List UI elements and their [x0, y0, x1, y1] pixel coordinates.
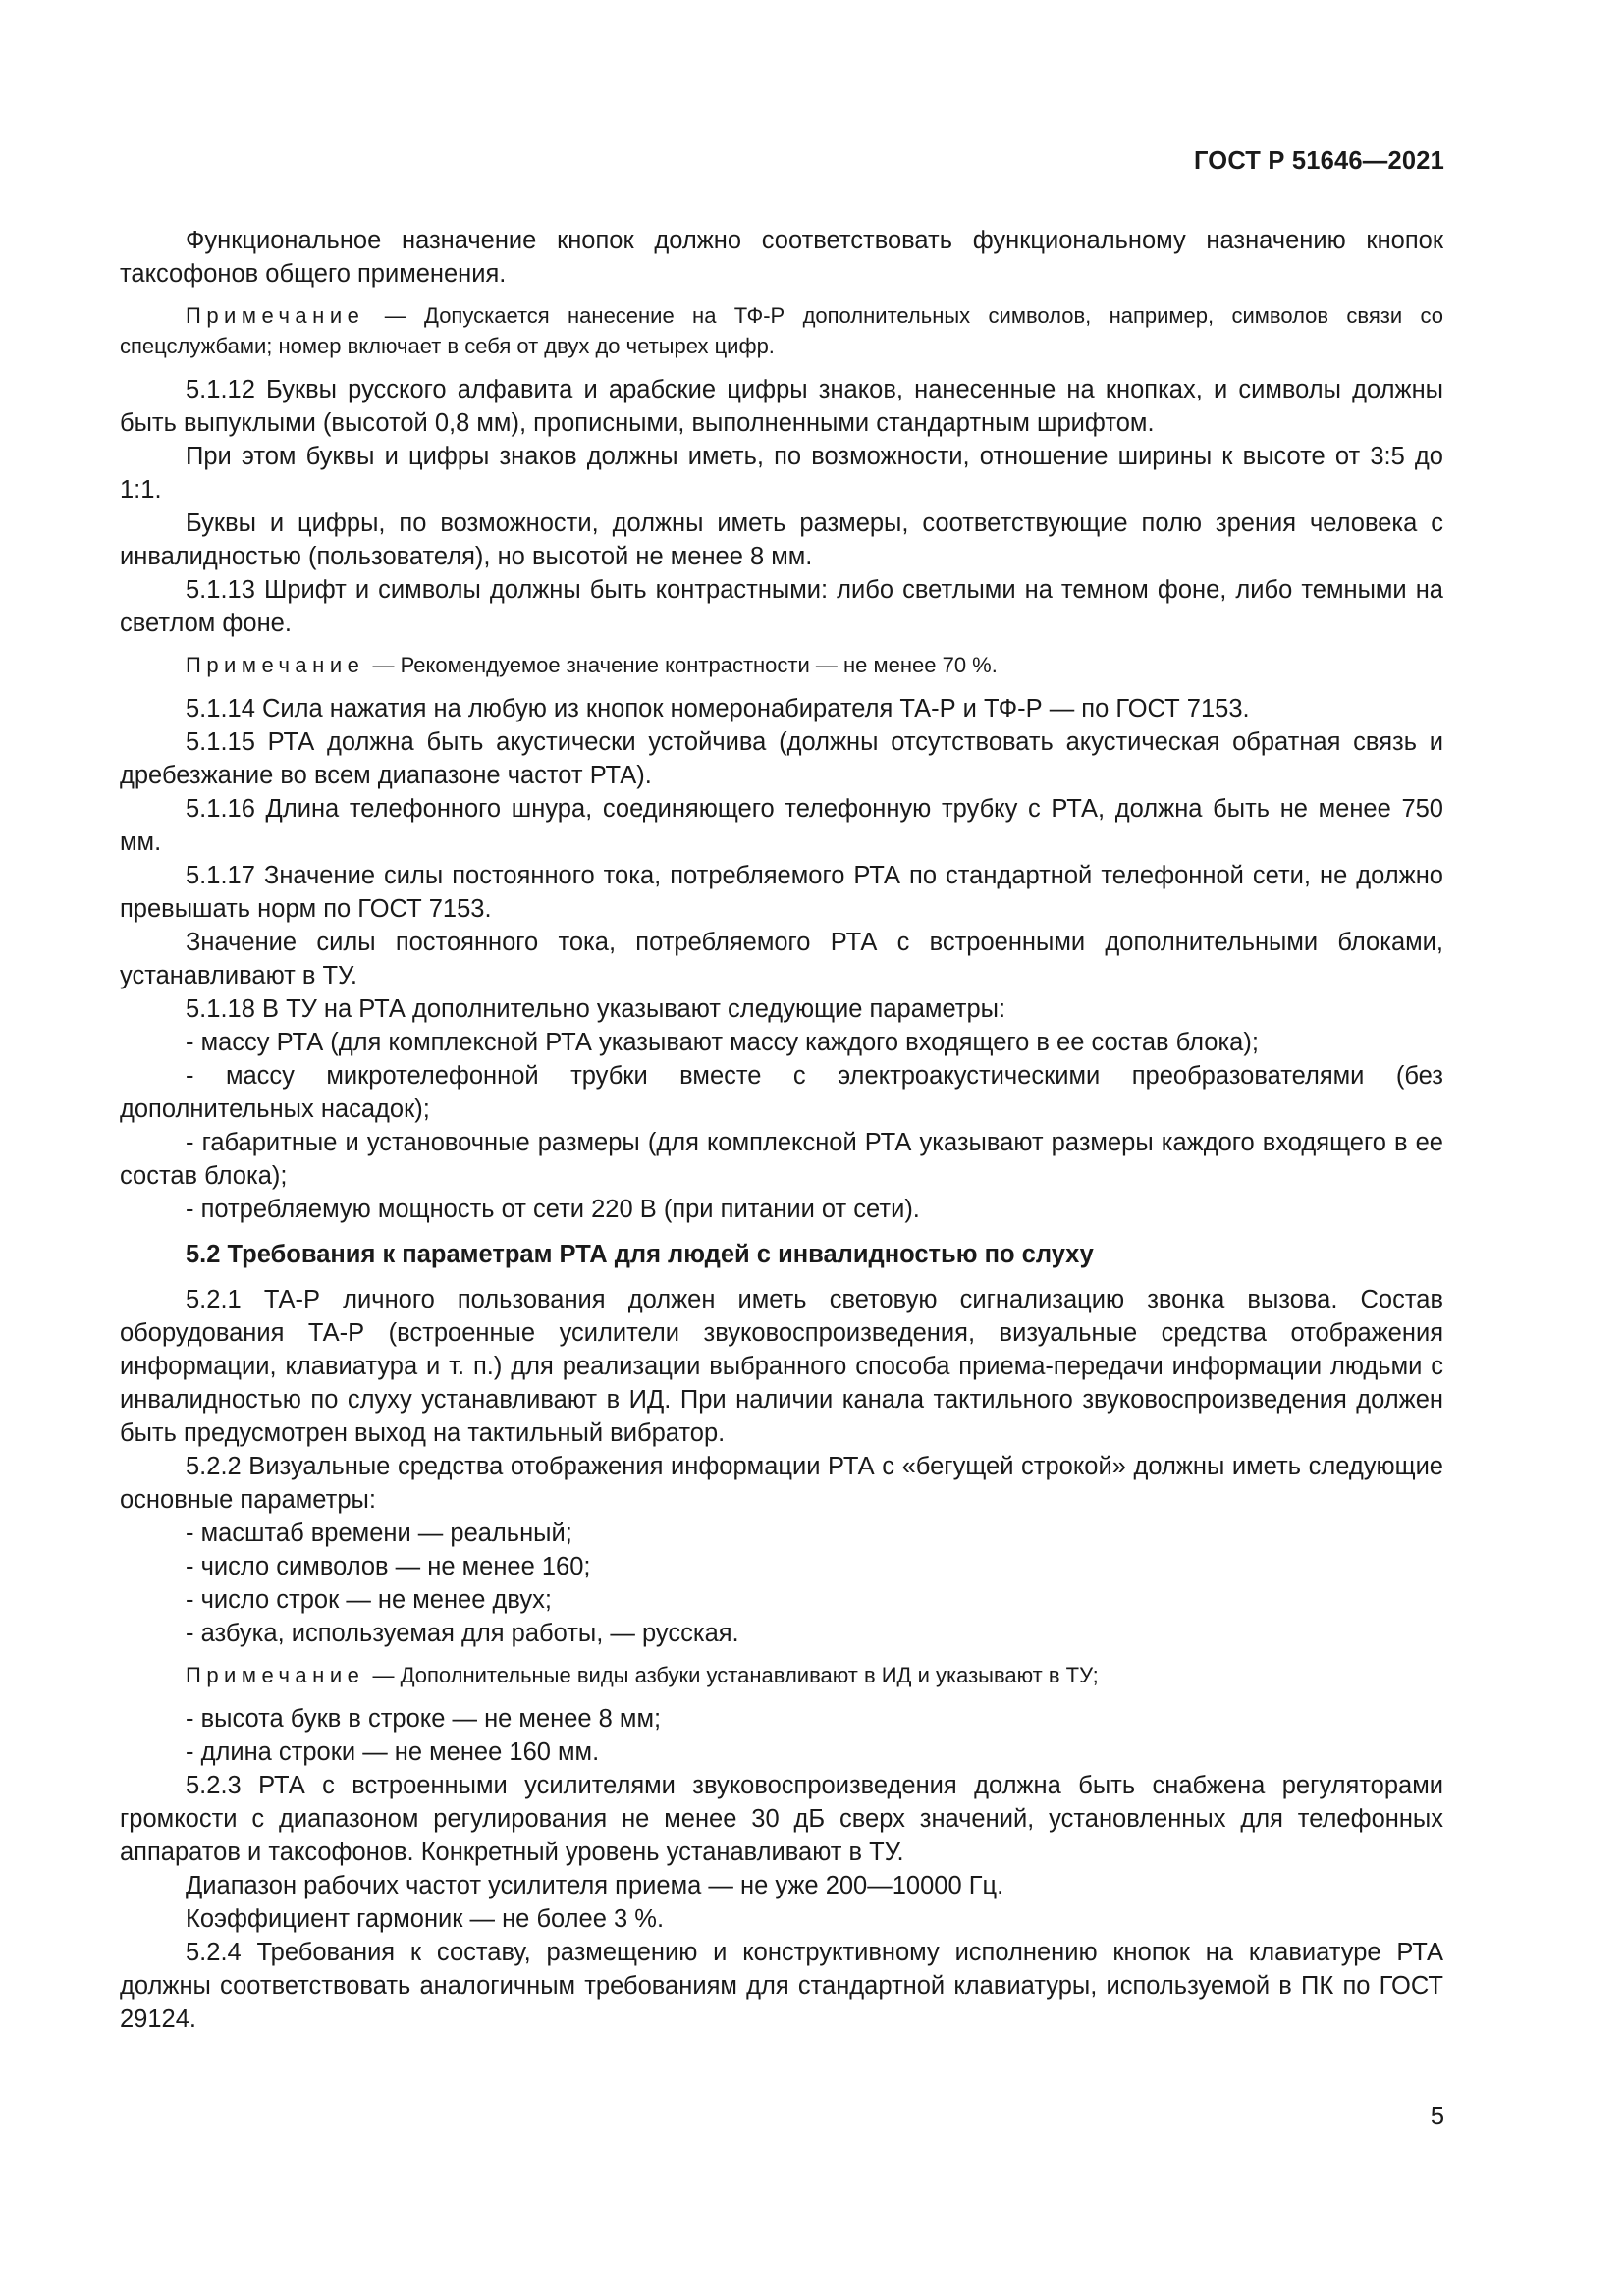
note-text: Допускается нанесение на ТФ-Р дополнительных символов, например, символов связи со спецслужбами; номер включает в себя от двух до четырех цифр. [120, 303, 1443, 358]
paragraph: При этом буквы и цифры знаков должны иметь, по возможности, отношение ширины к высоте от 3:5 до 1:1. [120, 443, 1443, 504]
list-item: - высота букв в строке — не менее 8 мм; [186, 1705, 662, 1733]
paragraph-5-2-2: 5.2.2 Визуальные средства отображения информации РТА с «бегущей строкой» должны иметь следующие основные параметры: [120, 1453, 1443, 1514]
paragraph: Буквы и цифры, по возможности, должны иметь размеры, соответствующие полю зрения человека с инвалидностью (пользователя), но высотой не менее 8 мм. [120, 509, 1443, 570]
paragraph-5-2-4: 5.2.4 Требования к составу, размещению и конструктивному исполнению кнопок на клавиатуре РТА должны соответствовать аналогичным требованиям для стандартной клавиатуры, используемой в ПК по ГОСТ 29124. [120, 1939, 1443, 2033]
paragraph: Значение силы постоянного тока, потребляемого РТА с встроенными дополнительными блоками, устанавливают в ТУ. [120, 929, 1443, 989]
list-item: - число строк — не менее двух; [186, 1586, 552, 1614]
paragraph: Диапазон рабочих частот усилителя приема — не уже 200—10000 Гц. [186, 1872, 1004, 1899]
list-item: - потребляемую мощность от сети 220 В (при питании от сети). [186, 1196, 920, 1223]
list-item: - масштаб времени — реальный; [186, 1520, 572, 1547]
note-dash: — [366, 653, 401, 677]
note [120, 650, 1443, 680]
paragraph-5-1-12: 5.1.12 Буквы русского алфавита и арабские цифры знаков, нанесенные на кнопках, и символы должны быть выпуклыми (высотой 0,8 мм), прописными, выполненными стандартным шрифтом. [120, 376, 1443, 437]
paragraph-5-1-18: 5.1.18 В ТУ на РТА дополнительно указывают следующие параметры: [186, 995, 1006, 1023]
paragraph-5-2-1: 5.2.1 ТА-Р личного пользования должен иметь световую сигнализацию звонка вызова. Состав оборудования ТА-Р (встроенные усилители звуковоспроизведения, визуальные средства отображения информации, клавиатура и т. п.) для реализации выбранного способа приема-передачи информации людьми с инвалидностью по слуху устанавливают в ИД. При наличии канала тактильного звуковоспроизведения должен быть предусмотрен выход на тактильный вибратор. [120, 1286, 1443, 1447]
paragraph: Коэффициент гармоник — не более 3 %. [186, 1905, 665, 1933]
list-item: - массу микротелефонной трубки вместе с электроакустическими преобразователями (без дополнительных насадок); [120, 1062, 1443, 1123]
note-label: Примечание [186, 653, 365, 677]
note-text: Рекомендуемое значение контрастности — не менее 70 %. [400, 653, 998, 677]
document-id-header: ГОСТ Р 51646—2021 [1193, 147, 1444, 175]
paragraph-5-1-13: 5.1.13 Шрифт и символы должны быть контрастными: либо светлыми на темном фоне, либо темными на светлом фоне. [120, 576, 1443, 637]
paragraph-5-2-3: 5.2.3 РТА с встроенными усилителями звуковоспроизведения должна быть снабжена регуляторами громкости с диапазоном регулирования не менее 30 дБ сверх значений, установленных для телефонных аппаратов и таксофонов. Конкретный уровень устанавливают в ТУ. [120, 1772, 1443, 1866]
paragraph: Функциональное назначение кнопок должно соответствовать функциональному назначению кнопок таксофонов общего применения. [120, 227, 1443, 288]
note [120, 1660, 1443, 1690]
paragraph-5-1-17: 5.1.17 Значение силы постоянного тока, потребляемого РТА по стандартной телефонной сети, не должно превышать норм по ГОСТ 7153. [120, 862, 1443, 923]
note-label: Примечание [186, 1663, 365, 1687]
section-heading-5-2: 5.2 Требования к параметрам РТА для людей с инвалидностью по слуху [186, 1241, 1094, 1268]
list-item: - азбука, используемая для работы, — русская. [186, 1620, 739, 1647]
paragraph-5-1-16: 5.1.16 Длина телефонного шнура, соединяющего телефонную трубку с РТА, должна быть не менее 750 мм. [120, 795, 1443, 856]
page-number: 5 [1430, 2103, 1444, 2130]
list-item: - длина строки — не менее 160 мм. [186, 1738, 600, 1766]
paragraph-5-1-15: 5.1.15 РТА должна быть акустически устойчива (должны отсутствовать акустическая обратная связь и дребезжание во всем диапазоне частот РТА). [120, 728, 1443, 789]
document-body [120, 224, 1443, 2036]
note-dash: — [366, 1663, 401, 1687]
paragraph-5-1-14: 5.1.14 Сила нажатия на любую из кнопок номеронабирателя ТА-Р и ТФ-Р — по ГОСТ 7153. [186, 695, 1250, 722]
list-item: - габаритные и установочные размеры (для комплексной РТА указывают размеры каждого входящего в ее состав блока); [120, 1129, 1443, 1190]
note-dash: — [366, 303, 425, 328]
list-item: - массу РТА (для комплексной РТА указывают массу каждого входящего в ее состав блока); [186, 1029, 1259, 1056]
note-label: Примечание [186, 303, 365, 328]
note-text: Дополнительные виды азбуки устанавливают в ИД и указывают в ТУ; [400, 1663, 1099, 1687]
note [120, 300, 1443, 361]
list-item: - число символов — не менее 160; [186, 1553, 591, 1580]
